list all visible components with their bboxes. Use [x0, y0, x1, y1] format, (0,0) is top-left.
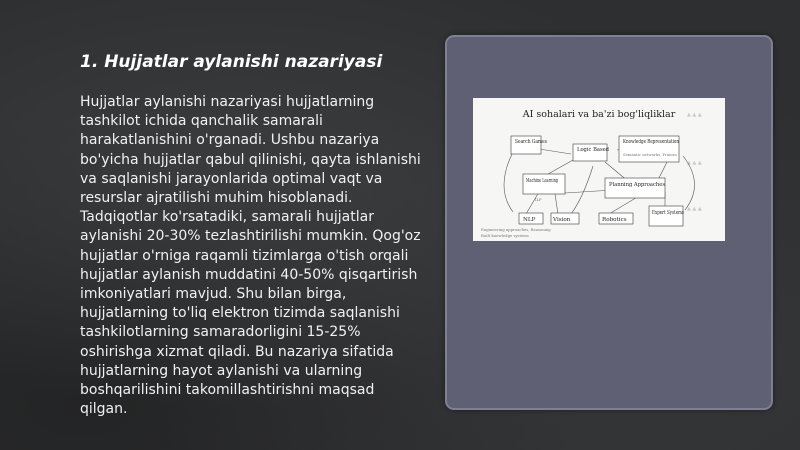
node-planning	[605, 178, 665, 198]
svg-text:▲ ▲ ▲: ▲ ▲ ▲	[687, 206, 702, 212]
figure-title: AI sohalari va ba'zi bog'liqliklar	[522, 109, 676, 120]
node-knowledge-label: Knowledge Representation	[623, 139, 680, 145]
svg-text:▲ ▲ ▲: ▲ ▲ ▲	[687, 160, 702, 166]
node-search-label: Search Games	[515, 139, 548, 145]
node-knowledge-sub: Semantic networks, Frames	[623, 152, 677, 157]
section-heading: 1. Hujjatlar aylanishi nazariyasi	[80, 52, 383, 72]
section-paragraph: Hujjatlar aylanishi nazariyasi hujjatlarning tashkilot ichida qanchalik samarali harakatlanishini o'rganadi. Ushbu nazariya bo'yicha hujjatlar qabul qilinishi, qayta ishlanishi va saqlanishi jarayonlarida optimal vaqt va resurslar ajratilishi muhim hisoblanadi. Tadqiqotlar ko'rsatadiki, samarali hujjatlar aylanishi 20-30% tezlashtirilishi mumkin. Qog'oz hujjatlar o'rniga raqamli tizimlarga o'tish orqali hujjatlar aylanish muddatini 40-50% qisqartirish imkoniyatlari mavjud. Shu bilan birga, hujjatlarning to'liq elektron tizimda saqlanishi tashkilotlarning samaradorligini 15-25% oshirishga xizmat qiladi. Bu nazariya sifatida hujjatlarning hayot aylanishi va ularning boshqarilishini takomillashtirishni maqsad qilgan.	[80, 94, 421, 418]
ai-diagram-image	[473, 98, 725, 241]
node-robotics-label: Robotics	[602, 217, 627, 223]
node-ml-label: Machine Learning	[526, 178, 559, 184]
watermark: ▲ ▲ ▲	[687, 112, 702, 118]
ai-diagram	[473, 98, 725, 241]
node-logic-label: Logic Based	[577, 147, 610, 153]
node-planning-label: Planning Approaches	[609, 182, 666, 188]
node-ml	[523, 174, 565, 194]
node-expert-label: Expert Systems	[652, 210, 685, 216]
node-vision-label: Vision	[553, 217, 571, 223]
node-nlp-label: NLP	[523, 217, 536, 223]
node-expert	[649, 206, 683, 226]
node-ml-sub: ILP	[535, 197, 542, 202]
figure-footnote-1: Engineering approaches, Reasoning	[481, 227, 551, 232]
figure-footnote-2: Built knowledge systems	[481, 233, 529, 238]
